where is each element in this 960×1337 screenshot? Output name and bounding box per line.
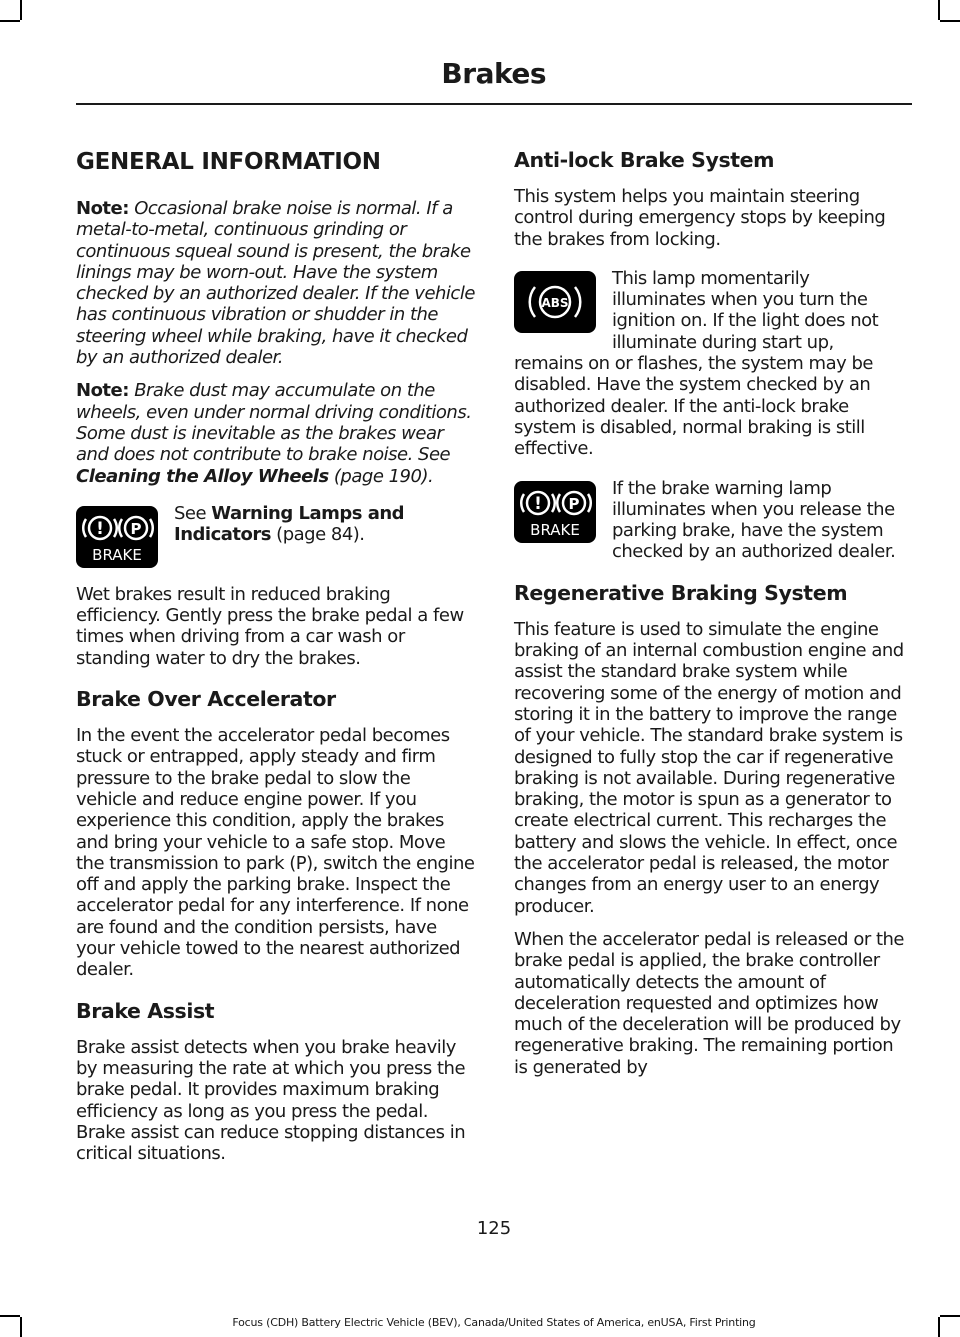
abs-warning-icon xyxy=(514,271,596,333)
section-title: GENERAL INFORMATION xyxy=(76,149,381,175)
body-paragraph: In the event the accelerator pedal becomes stuck or entrapped, apply steady and firm pressure to the brake pedal to slow the vehicle and reduce engine power. If you experience this condition, apply the brakes and bring your vehicle to a safe stop. Move the transmission to park (P), switch the engine off and apply the parking brake. Inspect the accelerator pedal for any interference. If none are found and the condition persists, have your vehicle towed to the nearest authorized dealer. xyxy=(76,725,475,981)
note-paragraph xyxy=(76,198,476,368)
see-prefix: See xyxy=(174,502,212,524)
chapter-title: Brakes xyxy=(441,57,546,90)
abs-lamp-block xyxy=(514,268,907,460)
exclamation-glyph: ! xyxy=(534,493,542,514)
body-paragraph: This system helps you maintain steering control during emergency stops by keeping the brakes from locking. xyxy=(514,186,886,250)
subsection-heading: Regenerative Braking System xyxy=(514,580,848,605)
crop-mark xyxy=(938,0,940,20)
cross-reference-link[interactable]: Cleaning the Alloy Wheels xyxy=(76,465,329,487)
crop-mark xyxy=(940,20,960,22)
left-column xyxy=(76,148,476,1176)
note-paragraph xyxy=(76,380,476,486)
brake-lamp-block xyxy=(514,478,907,563)
subsection-heading: Anti-lock Brake System xyxy=(514,148,775,172)
body-paragraph: When the accelerator pedal is released or the brake pedal is applied, the brake controller automatically detects the amount of deceleration requested and optimizes how much of the deceleration will be produced by regenerative braking. The remaining portion is generated by xyxy=(514,928,905,1078)
footer-text: Focus (CDH) Battery Electric Vehicle (BEV), Canada/United States of America, enUSA, First Printing xyxy=(232,1316,756,1329)
page-number: 125 xyxy=(476,1218,512,1239)
crop-mark xyxy=(0,20,20,22)
subsection-heading: Brake Over Accelerator xyxy=(76,687,336,712)
crop-mark xyxy=(20,0,22,20)
header-rule xyxy=(76,103,912,105)
exclamation-glyph: ! xyxy=(96,518,104,539)
body-paragraph: This lamp momentarily illuminates when you turn the ignition on. If the light does not illuminate during start up, remains on or flashes, the system may be disabled. Have the system checked by an authorized dealer. If the anti-lock brake system is disabled, normal braking is still effective. xyxy=(514,267,879,460)
right-column xyxy=(514,148,907,1090)
brake-warning-icon xyxy=(514,481,596,543)
body-paragraph: If the brake warning lamp illuminates when you release the parking brake, have the system checked by an authorized dealer. xyxy=(612,477,896,563)
note-text: Brake dust may accumulate on the wheels, even under normal driving conditions. Some dust is inevitable as the brakes wear and does not contribute to brake noise. See xyxy=(76,380,472,466)
note-label: Note: xyxy=(76,198,129,219)
note-label: Note: xyxy=(76,380,129,402)
abs-glyph: ABS xyxy=(541,295,569,310)
note-text: Occasional brake noise is normal. If a metal-to-metal, continuous grinding or continuous squeal sound is present, the brake linings may be worn-out. Have the system checked by an authorized dealer. If the vehicle has continuous vibration or shudder in the steering wheel while braking, have it checked by an authorized dealer. xyxy=(76,198,475,369)
wet-brakes-paragraph: Wet brakes result in reduced braking efficiency. Gently press the brake pedal a few times when driving from a car wash or standing water to dry the brakes. xyxy=(76,583,464,669)
brake-label: BRAKE xyxy=(530,520,580,539)
park-glyph: P xyxy=(130,519,142,538)
brake-warning-icon xyxy=(76,506,158,568)
see-reference-block xyxy=(76,503,476,574)
cross-reference-link[interactable]: Warning Lamps and Indicators xyxy=(174,502,405,546)
body-paragraph: This feature is used to simulate the engine braking of an internal combustion engine and assist the standard brake system while recovering some of the energy of motion and storing it in the battery to improve the range of your vehicle. The standard brake system is designed to fully stop the car if regenerative braking is not available. During regenerative braking, the motor is spun as a generator to create electrical current. This recharges the battery and slows the vehicle. In effect, once the accelerator pedal is released, the motor changes from an energy user to an energy producer. xyxy=(514,618,904,917)
page-reference: (page 190). xyxy=(328,465,434,487)
brake-label: BRAKE xyxy=(92,545,142,564)
subsection-heading: Brake Assist xyxy=(76,998,215,1023)
park-glyph: P xyxy=(568,494,580,513)
page-reference: (page 84). xyxy=(270,524,365,546)
body-paragraph: Brake assist detects when you brake heavily by measuring the rate at which you press the brake pedal. It provides maximum braking efficiency as long as you press the pedal. Brake assist can reduce stopping distances in critical situations. xyxy=(76,1036,466,1165)
